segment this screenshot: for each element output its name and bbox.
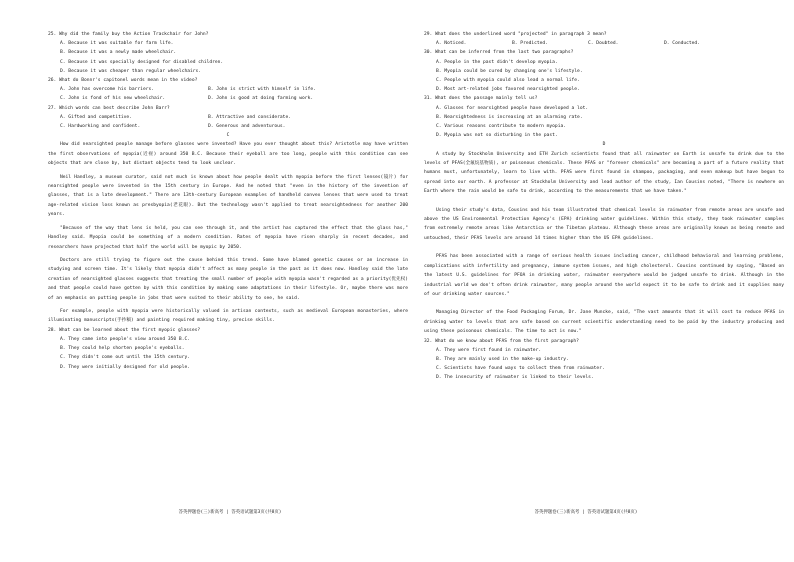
option: D. The insecurity of rainwater is linked to their levels. bbox=[436, 375, 594, 381]
option: D. Most art-related jobs favored nearsighted people. bbox=[436, 87, 580, 93]
question-25: 25. Why did the family buy the Action Trackchair for John? bbox=[48, 32, 209, 37]
option: A. People in the past didn't develop myopia. bbox=[436, 59, 558, 65]
option: C. Various reasons contribute to modern myopia. bbox=[436, 124, 566, 130]
section-mark-d: D bbox=[602, 142, 606, 148]
question-31: 31. What does the passage mainly tell us? bbox=[424, 96, 538, 102]
option: A. John has overcome his barriers. bbox=[60, 87, 155, 93]
option: B. Attractive and considerate. bbox=[208, 114, 291, 120]
page-footer-left: 答英押题卷(三)新高考 | 答英语试题第3页(共8页) bbox=[178, 510, 282, 515]
option: D. John is good at doing farming work. bbox=[208, 96, 314, 102]
question-26: 26. What do Bonnr's capitonel words mean in the video? bbox=[48, 78, 198, 84]
left-column bbox=[48, 30, 408, 372]
option-row bbox=[60, 85, 408, 94]
question-27: 27. Which words can best describe John Barr? bbox=[48, 105, 170, 111]
option-row bbox=[60, 122, 408, 131]
option: D. Conducted. bbox=[664, 41, 700, 47]
question-28: 28. What can be learned about the first myopic glasses? bbox=[48, 327, 201, 333]
passage-paragraph: A study by Stockholm University and ETH Zurich scientists found that all rainwater on Earth is unsafe to drink due to the levels of PFAS(全氟烷基物质), or poisonous chemicals. These PFAS or "forever chemicals" are becoming a part of a future reality that humans must, unfortunately, learn to live with. PFAS were first found in shampoo, packaging, and even makeup but have begun to spread into our earth. A professor at Stockholm University and lead author of the study, Ian Cousins noted, "There is nowhere on Earth where the rain would be safe to drink, according to the measurements that we have taken." bbox=[424, 151, 784, 195]
passage-paragraph: Using their study's data, Cousins and his team illustrated that chemical levels in rainwater from remote areas are unsafe and above the US Environmental Protection Agency's (EPA) drinking water guidelines. Within this study, they took rainwater samples from extremely remote areas like Antarctica or the Tibetan plateau. Although these areas are originally known as being remote and untouched, their PFAS levels are around 14 times higher than the US EPA guidelines. bbox=[424, 207, 784, 241]
question-32: 32. What do we know about PFAS from the first paragraph? bbox=[424, 338, 579, 344]
option: D. Myopia was not so disturbing in the past. bbox=[436, 133, 558, 139]
option: B. John is strict with himself in life. bbox=[208, 87, 316, 93]
option: B. Predicted. bbox=[512, 41, 548, 47]
option: B. Because it was a newly made wheelchair. bbox=[60, 50, 177, 56]
option: B. They are mainly used in the make-up industry. bbox=[436, 356, 569, 362]
section-mark-c: C bbox=[226, 133, 230, 139]
option: A. Glasses for nearsighted people have developed a lot. bbox=[436, 105, 589, 111]
question-29: 29. What does the underlined word "projected" in paragraph 3 mean? bbox=[424, 32, 607, 37]
option: C. John is fond of his new wheelchair. bbox=[60, 96, 166, 102]
option: D. Generous and adventurous. bbox=[208, 124, 286, 130]
option: B. Myopia could be cured by changing one's lifestyle. bbox=[436, 68, 583, 74]
passage-paragraph: How did nearsighted people manage before glasses were invented? Have you ever thought about this? Aristotle may have written the first observations of myopia(近视) around 350 B.C. Because their eyeball are too long, people with this condition can see objects that are close by, but distant objects tend to look unclear. bbox=[48, 142, 408, 167]
option: C. They didn't come out until the 15th century. bbox=[60, 355, 190, 361]
option: C. People with myopia could also lead a normal life. bbox=[436, 78, 580, 84]
passage-paragraph: "Because of the way that lens is held, you can see through it, and the artist has captured the effect that the glass has," Handley said. Myopia could be something of a modern condition. Rates of myopia have risen sharply in recent decades, and researchers have projected that half the world will be myopic by 2050. bbox=[48, 225, 408, 250]
option-row bbox=[60, 94, 408, 103]
option-row bbox=[436, 39, 784, 48]
passage-paragraph: PFAS has been associated with a range of serious health issues including cancer, childhood behavioral and learning problems, complications with infertility and pregnancy, immune system issues, and high cholesterol. Cousins continued by saying, "Based on the latest U.S. guidelines for PFOA in drinking water, rainwater everywhere would be judged unsafe to drink. Although in the industrial world we don't often drink rainwater, many people around the world expect it to be safe to drink and it supplies many of our drinking water sources." bbox=[424, 254, 784, 297]
option: C. Scientists have found ways to collect them from rainwater. bbox=[436, 366, 605, 372]
page-footer-right: 答英押题卷(三)新高考 | 答英语试题第4页(共8页) bbox=[534, 510, 638, 515]
option: A. They came into people's view around 350 B.C. bbox=[60, 336, 190, 342]
option: D. They were initially designed for old people. bbox=[60, 364, 190, 370]
passage-paragraph: For example, people with myopia were historically valued in artisan contexts, such as medieval European monasteries, where illuminating manuscripts(手抄稿) and painting required making tiny, precise skills. bbox=[48, 308, 408, 324]
option: A. They were first found in rainwater. bbox=[436, 347, 542, 353]
option: B. They could help shorten people's eyeballs. bbox=[60, 346, 185, 352]
passage-paragraph: Doctors are still trying to figure out the cause behind this trend. Some have blamed genetic causes or an increase in studying and screen time. It's likely that myopia didn't affect as many people in the past as it does now. Handley said the late creation of nearsighted glasses suggests that treating the small number of people with myopia wasn't regarded as a priority(优先权) and that people could have gotten by with this condition by making some adaptations in their lifestyle. Or, maybe there was more of an emphasis on putting people in jobs that were suited to their ability to see, he said. bbox=[48, 257, 408, 301]
option: B. Nearsightedness is increasing at an alarming rate. bbox=[436, 114, 583, 120]
option-row bbox=[60, 113, 408, 122]
option: A. Because it was suitable for farm life. bbox=[60, 41, 174, 47]
option: A. Noticed. bbox=[436, 41, 467, 47]
option: D. Because it was cheaper than regular wheelchairs. bbox=[60, 68, 202, 74]
right-column bbox=[424, 30, 784, 383]
option: C. Hardworking and confident. bbox=[60, 124, 141, 130]
option: C. Because it was specially designed for disabled children. bbox=[60, 59, 224, 65]
option: A. Gifted and competitive. bbox=[60, 114, 132, 120]
passage-paragraph: Managing Director of the Food Packaging Forum, Dr. Jane Muncke, said, "The vast amounts that it will cost to reduce PFAS in drinking water to levels that are safe based on current scientific understanding need to be paid by the industry producing and using these poisonous chemicals. The time to act is now." bbox=[424, 310, 784, 335]
question-30: 30. What can be inferred from the last two paragraphs? bbox=[424, 50, 574, 56]
option: C. Doubted. bbox=[588, 41, 619, 47]
passage-paragraph: Neil Handley, a museum curator, said not much is known about how people dealt with myopia before the first lenses(镜片) for nearsighted people were invented in the 15th century in Europe. And he noted that "even in the history of the invention of glasses, that is a late development." There are 13th-century European examples of handheld convex lenses that were used to treat age-related vision loss known as presbyopia(老花眼). But the technology wasn't applied to treat nearsightedness for another 200 years. bbox=[48, 174, 408, 218]
